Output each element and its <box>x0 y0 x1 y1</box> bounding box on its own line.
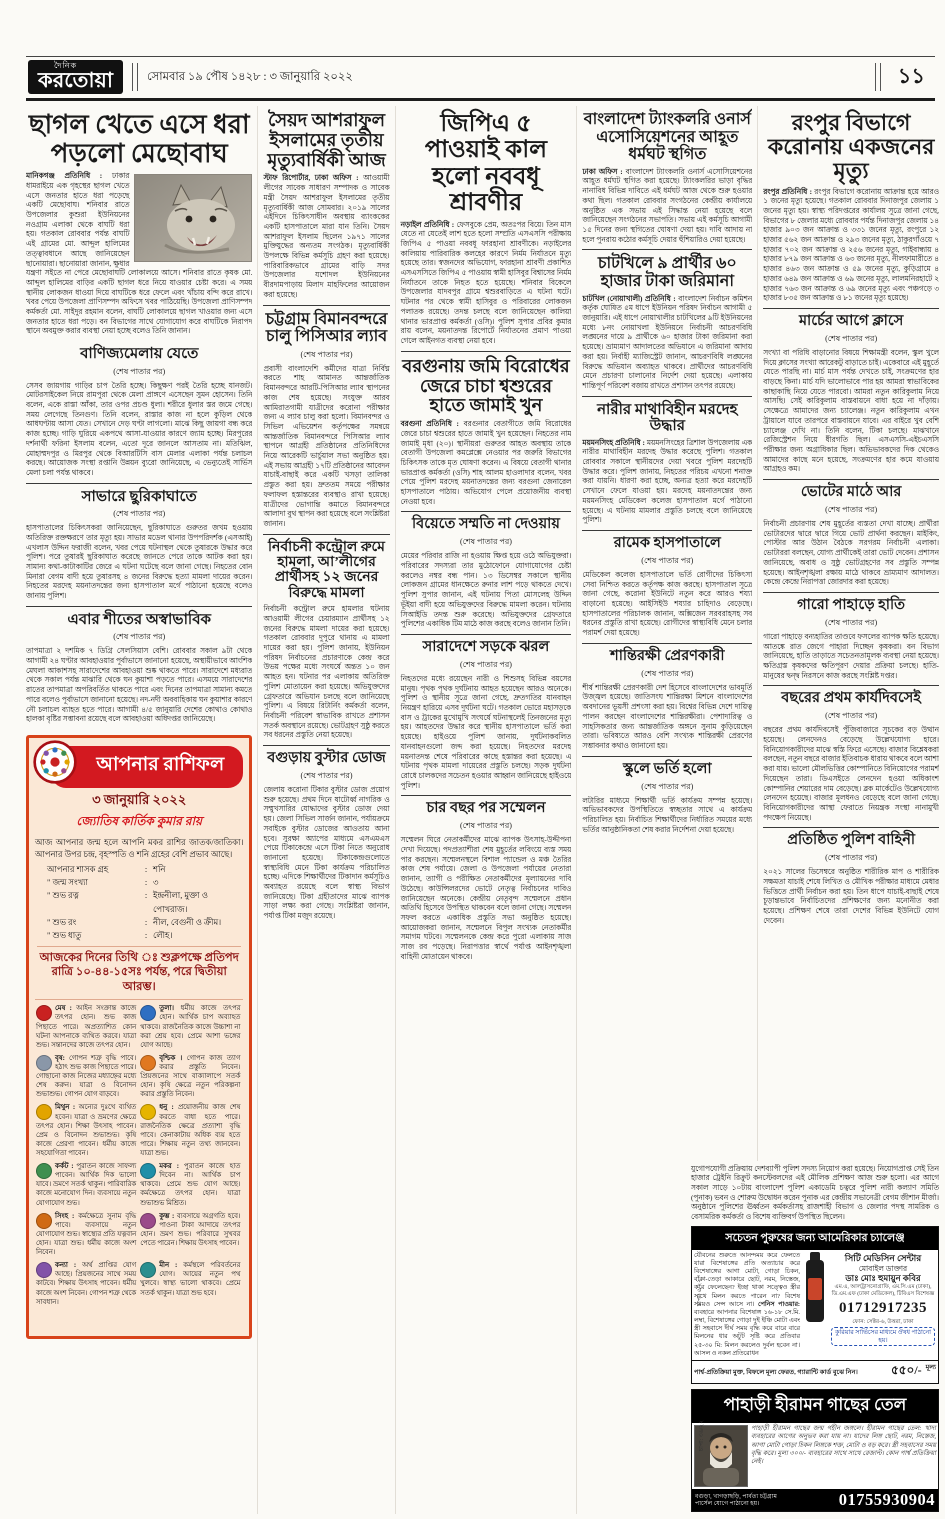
article-text: মেয়ের পরিবার রাজি না হওয়ায় ক্ষিপ্ত হয়ে ওঠে অভিযুক্তরা। পরিবারের সদস্যরা তার মুঠোফোনে যোগাযোগের চেষ্টা করলেও নম্বর বন্ধ পান। ১৩ ডিসেম্বর সকালে স্থানীয় লোকজন গ্রামের ধানক্ষেতে রুনার লাশ পড়ে থাকতে দেখে। পুলিশ সুপার জানান, এই ঘটনায় পিতা মোসলেহ উদ্দিন ভূঁইয়া বাদী হয়ে অভিযুক্তদের বিরুদ্ধে মামলা করেন। ঘটনায় সিআইডি তদন্ত শুরু করেছে। অভিযুক্তদের গ্রেফতারে পুলিশের একাধিক টিম মাঠে কাজ করছে বলেও জানান তিনি। <box>400 551 572 629</box>
clinic-address: ফোন: সেক্টর-৬, উত্তরা, ঢাকা <box>852 1318 914 1325</box>
bottle-label <box>808 1278 822 1300</box>
zodiac-sign-icon <box>140 1213 156 1229</box>
article-body <box>401 835 572 961</box>
article-headline: নির্বাচনী কন্ট্রোল রুমে হামলা, আ’লীগের প্রার্থীসহ ১২ জনের বিরুদ্ধে মামলা <box>268 539 385 601</box>
zodiac-sign-name: মকর : <box>159 1163 179 1171</box>
tithi-line: আজকের দিনের তিথি ঃ শুক্লপক্ষে প্রতিপদ রাত্রি ১০-৪৪-১৫সঃ পর্যন্ত, পরে দ্বিতীয়া আরম্ভ। <box>37 946 241 996</box>
zodiac-sign-text: অর্থ প্রাপ্তির যোগ আছে। প্রিয়জনের সাথে সময় কাটবে। শিক্ষায় উৎসাহ পাবেন। ধর্মীয় কাজে অংশ নিবেন। গোপন শত্রু থেকে সাবধান। <box>36 1262 137 1306</box>
zodiac-sign-name: মীন : <box>159 1262 178 1270</box>
zodiac-sign-name: মেষ : <box>55 1005 72 1013</box>
attribute-label: আপনার শাসক গ্রহ <box>47 865 109 875</box>
zodiac-sign-text: পুরাতন কাজে সাফল্য পাবেন। আর্থিক দিক ভালো যাবে। ভ্রমণে সতর্ক থাকুন। পারিবারিক কাজে মনোযোগ দিন। ব্যবসায়ে নতুন যোগাযোগ শুভ। <box>36 1163 137 1207</box>
zodiac-sign-item <box>139 1160 243 1210</box>
ad-side-code: চাপা: ৫/২২ <box>697 1278 704 1306</box>
continued-from-note: (শেষ পাতার পর) <box>825 853 878 863</box>
zodiac-sign-item <box>139 1002 243 1052</box>
article <box>763 479 939 592</box>
continued-from-note: (শেষ পাতার পর) <box>300 771 353 781</box>
article-text: হাসপাতালের চিকিৎসকরা জানিয়েছেন, ছুরিকাঘাতে গুরুতর জখম হওয়ায় অতিরিক্ত রক্তক্ষরণে তার মৃত্যু হয়। সাভার মডেল থানার উপপরিদর্শক (এসআই) এখলাস উদ্দিন ফরাজী বলেন, খবর পেয়ে ঘটনাস্থল থেকে তুষারকে উদ্ধার করে পুলিশ। পরে তুষারই ছুরিকাঘাত করেছে জানতে পেরে তাকে আটক করা হয়। সামান্য কথা-কাটাকাটির জেরে এ ঘটনা ঘটেছে বলে জানা গেছে। নিহতের বোন মিনারা বেগম বাদী হয়ে তুষারসহ ৪ জনের বিরুদ্ধে হত্যা মামলা দায়ের করেন। নিহতের মরদেহ ময়নাতদন্তের জন্য হাসপাতাল মর্গে পাঠানো হয়েছে বলেও জানায় পুলিশ। <box>26 523 253 601</box>
article <box>763 106 939 308</box>
clinic-subtitle: মোবাইল ডাক্তার <box>858 1264 908 1274</box>
clinic-panel <box>830 1252 936 1358</box>
column-4-articles <box>582 106 752 839</box>
article-byline: নড়াইল প্রতিনিধি : <box>400 219 457 229</box>
article-body <box>26 381 252 478</box>
zodiac-sign-text: ধর্মীয় কাজে তৎপর হোন। আর্থিক চাপ অব্যাহত থাকবে। রাজনৈতিক কাজে উচ্চাশা না করা শ্রেয় হবে। প্রেমে আশা ভঙ্গের যোগ আছে। <box>140 1005 241 1049</box>
article-body <box>26 171 252 336</box>
bottle-body <box>806 1260 824 1322</box>
continued-from-note: (শেষ পাতার পর) <box>300 349 353 359</box>
article-body <box>263 364 389 529</box>
zodiac-signs-grid <box>35 999 243 1308</box>
zodiac-sign-icon <box>36 1163 52 1179</box>
article <box>763 308 939 479</box>
continued-from-note: (শেষ পাতার পর) <box>459 659 512 669</box>
article-body <box>401 674 572 790</box>
price-label: মূল্য <box>925 1364 936 1371</box>
clinic-name: সিটি মেডিসিন সেন্টার <box>844 1252 922 1263</box>
zodiac-sign-text: প্রয়োজনীয় কাজ শেষ করতে বাধা হতে পারে। রাজনৈতিক ক্ষেত্রে প্রত্যাশা বৃদ্ধি পাবে। কেনাকাটায় অধিক ব্যয় হতে পারে। শিক্ষায় নতুন তথ্য জানবেন। যাত্রা শুভ। <box>140 1104 241 1157</box>
article-body <box>26 646 252 724</box>
logo-daily-label: দৈনিক <box>54 61 78 70</box>
continued-from-note: (শেষ পাতার পর) <box>459 821 512 831</box>
article-text: আওয়ামী লীগের সাবেক সাধারণ সম্পাদক ও সাবেক মন্ত্রী সৈয়দ আশরাফুল ইসলামের তৃতীয় মৃত্যুবার্ষিকী আজ সোমবার। ২০১৯ সালের এইদিনে চিকিৎসাধীন অবস্থায় ব্যাংককের একটি হাসপাতালে মারা যান তিনি। সৈয়দ আশরাফুল ইসলাম ছিলেন ১৯৭১ সালের মুক্তিযুদ্ধের অন্যতম সংগঠক। মৃত্যুবার্ষিকী উপলক্ষে বিভিন্ন কর্মসূচি গ্রহণ করা হয়েছে। পারিবারিকভাবে গ্রামের বাড়ি সদর উপজেলার যশোদল ইউনিয়নের বীরদামপাড়ায় মিলাদ মাহফিলের আয়োজন করা হয়েছে। <box>263 173 390 299</box>
article <box>401 795 572 966</box>
price-value: ৫৫০/- <box>890 1363 922 1377</box>
zodiac-sign-name: কন্যা : <box>55 1262 77 1270</box>
article-headline: ভোটের মাঠে আর <box>800 484 902 501</box>
article-text: বাংলাদেশ ট্যাংকলরি ওনার্স এসোসিয়েশনের আহূত ধর্মঘট স্থগিত করা হয়েছে। ট্যাংকলরির ভাড়া বৃদ্ধির নানাবিধ বিভিন্ন দাবিতে এই ধর্মঘট আজ থেকে শুরু হওয়ার কথা ছিল। গতকাল রোববার সংগঠনের কেন্দ্রীয় কার্যালয়ে অনুষ্ঠিত এক সভায় এই সিদ্ধান্ত নেয়া হয়েছে বলে জানিয়েছেন সংগঠনের সভাপতি। সভায় এই কর্মসূচি আগামী ১৫ দিনের জন্য স্থগিতের ঘোষণা দেয়া হয়। দাবি আদায় না হলে পুনরায় কঠোর কর্মসূচি দেয়ার হুঁশিয়ারিও দেয়া হয়েছে। <box>582 166 753 244</box>
continued-from-note: (শেষ পাতার পর) <box>641 781 694 791</box>
article-headline: বছরের প্রথম কার্যদিবসেই <box>781 690 921 707</box>
clinic-phone-number: 01712917235 <box>839 1299 927 1316</box>
article-body <box>763 187 939 303</box>
article-text: ফেসবুকে প্রেম, অতঃপর বিয়ে। তিন মাস যেতে না যেতেই লাশ হতে হলো সম্প্রতি এসএসসি পরীক্ষায় জিপিএ ৫ পাওয়া নববধূ ফারহানা শ্রাবণীকে। নড়াইলের কালিয়ায় পারিবারিক কলহের কারণে নির্মম নির্যাতনে মৃত্যু হয়েছে তার। স্বজনদের অভিযোগ, ফারহানা শ্রাবণী প্রকাশিত এসএসসিতে জিপিএ ৫ পাওয়ায় স্বামী হাসিবুর বিশ্বাসের নির্মম নির্যাতনে তাকে নিহত হতে হয়েছে। শনিবার বিকেলে উপজেলার যাদবপুর গ্রামে শ্বশুরবাড়িতে এ ঘটনা ঘটে। ঘটনার পর থেকে স্বামী হাসিবুর ও পরিবারের লোকজন পলাতক রয়েছে। তদন্ত চলছে বলে জানিয়েছেন কালিয়া থানার ভারপ্রাপ্ত কর্মকর্তা (ওসি)। পুলিশ সুপার প্রবির কুমার রায় বলেন, ময়নাতদন্ত রিপোর্টে নির্যাতনের প্রমাণ পাওয়া গেলে আইনগত ব্যবস্থা নেয়া হবে। <box>400 219 572 345</box>
article-text: বছরের প্রথম কার্যদিবসেই পুঁজিবাজারে সূচকের বড় উত্থান হয়েছে। লেনদেনও বেড়েছে উল্লেখযোগ্য হারে। বিনিয়োগকারীদের মাঝে স্বস্তি ফিরে এসেছে। বাজার বিশ্লেষকরা বলছেন, নতুন বছরে বাজার ইতিবাচক ধারায় থাকবে বলে আশা করা যায়। ভালো মৌলভিত্তির কোম্পানিতে বিনিয়োগের পরামর্শ দিয়েছেন তারা। ডিএসইতে লেনদেন হওয়া অধিকাংশ কোম্পানির শেয়ারের দাম বেড়েছে। ব্লক মার্কেটেও উল্লেখযোগ্য লেনদেন হয়েছে। বাজার মূলধনও বেড়েছে বলে জানা গেছে। বিনিয়োগকারীদের আস্থা ফেরাতে নিয়ন্ত্রক সংস্থা নানামুখী পদক্ষেপ নিয়েছে। <box>763 725 939 822</box>
attribute-row <box>35 889 243 915</box>
article <box>26 606 252 729</box>
zodiac-sign-icon <box>36 1005 52 1021</box>
article-body <box>401 419 572 506</box>
ad-medicine-body <box>694 1252 800 1358</box>
horoscope-intro: আজ আপনার জন্ম হলে আপনি মকর রাশির জাতক/জাতিকা। আপনার উপর চন্দ্র, বৃহস্পতি ও শনি গ্রহের বেশি প্রভাব আছে। <box>35 837 244 859</box>
continued-from-note: (শেষ পাতার পর) <box>825 617 878 627</box>
zodiac-sign-text: কর্মক্ষেত্রে সুনাম বৃদ্ধি পাবে। ব্যবসায়ে নতুন যোগাযোগ শুভ। স্বাস্থ্যের প্রতি যত্নবান হোন। যাত্রা শুভ। ধর্মীয় কাজে অংশ নিবেন। <box>36 1212 137 1257</box>
article <box>263 106 389 305</box>
article <box>582 643 752 756</box>
ad-oil <box>691 1389 939 1512</box>
horoscope-box <box>26 735 252 1339</box>
article-text: তাপমাত্রা ২ দশমিক ৭ ডিগ্রি সেলসিয়াস বেশি। রোববার সকাল ৯টা থেকে আগামী ২৪ ঘণ্টার আবহাওয়ার পূর্বাভাসে জানানো হয়েছে, অস্থায়ীভাবে আংশিক মেঘলা আকাশসহ সারাদেশের আবহাওয়া শুষ্ক থাকতে পারে। সারাদেশে মধ্যরাত থেকে সকাল পর্যন্ত মাঝারি থেকে ঘন কুয়াশা পড়তে পারে। এসময়ে সারাদেশের রাতের তাপমাত্রা অপরিবর্তিত থাকতে পারে এবং দিনের তাপমাত্রা সামান্য কমতে পারে বলেও পূর্বাভাসে জানানো হয়েছে। নদ-নদী অববাহিকায় ঘন কুয়াশার কারণে নৌ চলাচল ব্যাহত হতে পারে। আগামী ৪/৫ জানুয়ারি দেশের কোথাও কোথাও হালকা বৃষ্টির সম্ভাবনা রয়েছে বলে আবহাওয়া অধিদপ্তর জানিয়েছে। <box>26 646 253 724</box>
zodiac-sign-item <box>35 1101 139 1160</box>
zodiac-sign-text: ব্যবসায়ে অগ্রগতি হবে। পাওনা টাকা আদায়ে তৎপর হোন। ভ্রমণ শুভ। পরিবারে সুখবর পেতে পারেন। শিক্ষায় উৎসাহ পাবেন। <box>140 1212 241 1247</box>
article-headline: সৈয়দ আশরাফুল ইসলামের তৃতীয় মৃত্যুবার্ষিকী আজ <box>267 110 386 170</box>
zodiac-sign-icon <box>140 1163 156 1179</box>
zodiac-sign-text: অন্যের দুঃখে ব্যথিত হবেন। যাত্রা ও ভ্রমণের ক্ষেত্রে তৎপর হোন। শিক্ষা উৎসাহ পাবেন। প্রেম ও বিনোদন শুভাশুভ। কৃষি কাজে প্রেরণা পাবেন। ধর্মীয় কাজে সহযোগিতা পাবেন। <box>36 1104 137 1157</box>
article-text: মেডিকেল কলেজ হাসপাতালে ভর্তি রোগীদের চিকিৎসা সেবা নিশ্চিত করতে কর্তৃপক্ষ কাজ করছে। হাসপাতাল সূত্রে জানা গেছে, করোনা ইউনিটে নতুন করে আরও শয্যা বাড়ানো হয়েছে। আইসিইউ শয্যার চাহিদাও বেড়েছে। হাসপাতালের পরিচালক জানান, অক্সিজেন সরবরাহসহ সব ধরনের প্রস্তুতি রাখা হয়েছে। রোগীদের স্বাস্থ্যবিধি মেনে চলার পরামর্শ দেয়া হয়েছে। <box>582 569 753 638</box>
vertical-divider <box>875 63 881 91</box>
article-text: সেসব জায়গায় গাড়ির চাপ তৈরি হচ্ছে। কিছুক্ষণ পরই তৈরি হচ্ছে যানজট। মোটরসাইকেল নিয়ে রামপুরা থেকে মেলা প্রাঙ্গণে এসেছেন সুমন হোসেন। তিনি বলেন, একে রাস্তা আঁকা, তার ওপর প্রচণ্ড ধুলা। শরীরে ধুলার স্তর জমে গেছে। সময় লেগেছে তিনগুণ। তিনি বলেন, রাস্তার কাজ না হলে কুড়িল থেকে আধঘণ্টায় আসা যেত। সেখানে দেড় ঘণ্টা লাগলো। মাঝে কিছু জায়গা বন্ধ করে কাজ হচ্ছে। গাড়ি ঘুরিয়ে একপথে আসা-যাওয়ার কারণে জ্যাম হচ্ছে। মিরপুরের দর্শনার্থী ফরিনা ইসলাম বলেন, এতো দূরে জানলে আসতাম না। মতিঝিল, মোহাম্মদপুর ও মিরপুর থেকে বিআরটিসি বাস মেলার এলাকা পর্যন্ত চলাচল করছে। আয়োজক সংস্থা রপ্তানি উন্নয়ন ব্যুরো জানিয়েছে, এ ভেন্যুতেই সার্ভিস মেলা চলা পর্যন্ত থাকবে। <box>26 380 253 477</box>
article-headline: রংপুর বিভাগে করোনায় একজনের মৃত্যু <box>767 110 935 184</box>
ad-medicine-header: সচেতন পুরুষের জন্য আমেরিকার চ্যালেঞ্জ <box>692 1227 938 1250</box>
article-text: নিহতদের মধ্যে রয়েছেন নারী ও শিশুসহ বিভিন্ন বয়সের মানুষ। পৃথক পৃথক দুর্ঘটনায় আহত হয়েছেন আরও অনেকে। পুলিশ ও স্থানীয় সূত্রে জানা গেছে, দ্রুতগতির যানবাহন নিয়ন্ত্রণ হারিয়ে এসব দুর্ঘটনা ঘটে। গতকাল ভোরে মহাসড়কে বাস ও ট্রাকের মুখোমুখি সংঘর্ষে ঘটনাস্থলেই তিনজনের মৃত্যু হয়। আহতদের উদ্ধার করে স্থানীয় হাসপাতালে ভর্তি করা হয়েছে। হাইওয়ে পুলিশ জানায়, দুর্ঘটনাকবলিত যানবাহনগুলো জব্দ করা হয়েছে। নিহতদের মরদেহ ময়নাতদন্ত শেষে পরিবারের কাছে হস্তান্তর করা হয়েছে। এ ঘটনায় পৃথক মামলা দায়েরের প্রস্তুতি চলছে। সড়ক দুর্ঘটনা রোধে চালকদের সচেতন হওয়ার আহ্বান জানিয়েছে হাইওয়ে পুলিশ। <box>400 673 572 790</box>
article-body <box>582 438 752 525</box>
zodiac-sign-icon <box>140 1104 156 1120</box>
attribute-colon: : <box>144 878 148 888</box>
article-text: জেলায় করোনা টিকার বুস্টার ডোজ প্রয়োগ শুরু হয়েছে। প্রথম দিনে ষাটোর্ধ্ব নাগরিক ও সম্মুখসারির যোদ্ধাদের বুস্টার ডোজ দেয়া হয়। জেলা সিভিল সার্জন জানান, পর্যায়ক্রমে সবাইকে বুস্টার ডোজের আওতায় আনা হবে। সুরক্ষা অ্যাপের মাধ্যমে এসএমএস পেয়ে টিকাকেন্দ্রে এসে টিকা নিতে অনুরোধ জানানো হয়েছে। টিকাকেন্দ্রগুলোতে স্বাস্থ্যবিধি মেনে টিকা কার্যক্রম পরিচালিত হচ্ছে। এদিকে শিক্ষার্থীদের টিকাদান কর্মসূচিও অব্যাহত রয়েছে বলে স্বাস্থ্য বিভাগ জানিয়েছে। টিকা গ্রহীতাদের মাঝে ব্যাপক সাড়া লক্ষ্য করা গেছে। সংশ্লিষ্টরা জানান, পর্যাপ্ত টিকা মজুদ রয়েছে। <box>263 785 390 921</box>
article-headline: রামেক হাসপাতালে <box>613 534 721 551</box>
zodiac-sign-icon <box>140 1262 156 1278</box>
article-headline: জিপিএ ৫ পাওয়াই কাল হলো নববধূ শ্রাবণীর <box>424 111 548 217</box>
zodiac-sign-item <box>35 1160 139 1210</box>
article <box>401 106 572 351</box>
zodiac-sign-icon <box>36 1055 52 1071</box>
zodiac-sign-name: তুলা। <box>159 1005 174 1013</box>
attribute-colon: : <box>144 930 148 940</box>
article-byline: চাটখিল (নোয়াখালী) প্রতিনিধি : <box>582 293 679 303</box>
attribute-row <box>35 916 243 929</box>
ad-medicine-highlight: ব্যবহারে আপনার বিশেষাঙ্গ ১৬-১৮ সে.মি. লম্বা, বিশেষাঙ্গের গোড়া দুই ইঞ্চি মোটা এবং স্ত্রী সহবাসে দীর্ঘ সময় বৃদ্ধি করে বারে বারে মিলনের ধার অটুট সৃষ্টি করে প্রতিবার ২৫-৩০ মি: মিলন করলেও দুর্বল হবেন না। আসল ও নকল প্রতিরোধন <box>694 1308 800 1357</box>
ad-oil-header: পাহাড়ী হীরামন গাছের তেল <box>692 1390 938 1423</box>
continued-from-note: (শেষ পাতার পর) <box>825 711 878 721</box>
courier-note: কুরিয়ার সার্ভিসের মাধ্যমে ঔষধ পাঠানো হয়। <box>831 1327 935 1347</box>
column-3 <box>395 106 572 1514</box>
article-byline: বরগুনা প্রতিনিধি : <box>400 419 464 429</box>
attribute-label: " জন্ম সংখ্যা <box>47 878 88 888</box>
attribute-label: " শুভ রত্ন <box>47 891 79 901</box>
zodiac-wheel-icon <box>33 740 77 784</box>
continued-from-note: (শেষ পাতার পর) <box>641 668 694 678</box>
zodiac-sign-text: আইন সংক্রান্ত কাজে তৎপর হোন। শুভ কাজ পিছাতে পারে। অপ্রত্যাশিত কোন ঘটনা আপনাকে ব্যথিত করবে। যাত্রা শুভ। সন্তানদের কাজে তৎপর হোন। <box>36 1005 137 1049</box>
page-content <box>26 106 939 1514</box>
attribute-value: ইন্দ্রনীলা, মুক্তা ও পোখরাজ। <box>153 891 208 914</box>
doctor-degrees: এম.এ, আলট্রাসনোগ্রাফি, এম.সি.এম (ঢাকা), ডি.এম.এফ (ঢাকা মেডিকেল), টিবিএস বিশেষজ্ঞ <box>831 1284 935 1297</box>
zodiac-sign-item <box>35 1052 139 1102</box>
column-1 <box>26 106 252 1514</box>
zodiac-sign-text: গোপন কাজ ত্যাগ করার প্রস্তুতি নিবেন। প্রিয়জনের সাথে বাক্যালাপে সতর্ক হোন। কৃষি ক্ষেত্রে নতুন পরিকল্পনা করার প্রস্তুতি নিবেন। <box>140 1054 241 1099</box>
article <box>763 827 939 930</box>
attribute-value: শনি <box>153 865 166 875</box>
zodiac-sign-icon <box>36 1213 52 1229</box>
zodiac-sign-item <box>35 1259 139 1309</box>
article-body <box>582 570 752 638</box>
logo-title: করতোয়া <box>38 68 113 92</box>
horoscope-banner <box>51 746 243 788</box>
article <box>401 511 572 634</box>
article-headline: বাংলাদেশ ট্যাংকলরি ওনার্স এসোসিয়েশনের আহূত ধর্মঘট স্থগিত <box>583 111 751 164</box>
article-headline: শান্তিরক্ষী প্রেরণকারী <box>610 647 725 664</box>
article-text: ময়মনসিংহের ত্রিশাল উপজেলায় এক নারীর মাথাবিহীন মরদেহ উদ্ধার করেছে পুলিশ। গতকাল রোববার সকালে স্থানীয়দের দেয়া খবরে পুলিশ মরদেহটি উদ্ধার করে। পুলিশ জানায়, নিহতের পরিচয় এখনো শনাক্ত করা যায়নি। ধারণা করা হচ্ছে, অন্যত্র হত্যা করে মরদেহটি সেখানে ফেলে যাওয়া হয়। মরদেহ ময়নাতদন্তের জন্য ময়মনসিংহ মেডিকেল কলেজ হাসপাতাল মর্গে পাঠানো হয়েছে। এ ঘটনায় মামলার প্রস্তুতি চলছে বলে জানিয়েছে পুলিশ। <box>582 437 753 525</box>
article <box>582 106 752 249</box>
article-headline: সারাদেশে সড়কে ঝরল <box>422 638 550 655</box>
article-text: রংপুর বিভাগে করোনায় আক্রান্ত হয়ে আরও ১ জনের মৃত্যু হয়েছে। গতকাল রোববার দিনাজপুর জেলায় ১ জনের মৃত্যু হয়। স্বাস্থ্য পরিদপ্তরের কার্যালয় সূত্রে জানা গেছে, বিভাগের ৮ জেলার মধ্যে রোববার পর্যন্ত দিনাজপুর জেলায় ১৪ হাজার ৯০৩ জন আক্রান্ত ও ৩৩১ জনের মৃত্যু, রংপুরে ১২ হাজার ৫৬২ জন আক্রান্ত ও ২৯৩ জনের মৃত্যু, ঠাকুরগাঁওয়ে ৭ হাজার ৭০২ জন আক্রান্ত ও ২৫৬ জনের মৃত্যু, গাইবান্ধায় ৪ হাজার ৮৭৯ জন আক্রান্ত ও ৬৩ জনের মৃত্যু, নীলফামারীতে ৪ হাজার ৪৬৩ জন আক্রান্ত ও ৫৯ জনের মৃত্যু, কুড়িগ্রামে ৪ হাজার ৬৪৯ জন আক্রান্ত ও ৬৯ জনের মৃত্যু, লালমনিরহাটে ২ হাজার ৭৬৩ জন আক্রান্ত ও ৬৯ জনের মৃত্যু এবং পঞ্চগড়ে ৩ হাজার ৮৩৫ জন আক্রান্ত ও ৮১ জনের মৃত্যু হয়েছে। <box>763 186 939 303</box>
ad-medicine-footer: পার্শ্ব-প্রতিক্রিয়া মুক্ত, বিফলে মূল্য ফেরত, গ্যারান্টি কার্ড বুঝে নিন। <box>694 1369 858 1376</box>
zodiac-sign-item <box>139 1210 243 1260</box>
zodiac-sign-item <box>139 1259 243 1309</box>
article-body <box>263 604 389 740</box>
article-body <box>582 796 752 835</box>
article-body <box>582 683 752 751</box>
article <box>763 592 939 685</box>
article-headline: প্রতিষ্ঠিত পুলিশ বাহিনী <box>787 832 915 849</box>
article-headline: মার্চের আগে ক্লাসে <box>798 313 904 329</box>
continued-from-note: (শেষ পাতার পর) <box>825 505 878 515</box>
article-body <box>763 348 939 474</box>
article <box>582 396 752 530</box>
police-story-continuation: যুগোপযোগী প্রক্রিয়ায় দেশব্যাপী পুলিশ সদস্য নিয়োগ করা হয়েছে। নিয়োগপ্রাপ্ত সেই তিন হাজার ট্রেইনি রিক্রুট কনস্টেবলদের এই মৌলিক প্রশিক্ষণ আজ শুরু হলো। এর আগে সকাল সাড়ে ১০টায় বাংলাদেশ পুলিশ একাডেমি চত্বরে পুলিশ নারী কল্যাণ সমিতি (পুনাক) ভবন ও শোরুম উদ্বোধন করেন পুনাক এর কেন্দ্রীয় সভানেত্রী বেগম জীশান মীর্জা। অনুষ্ঠানে পুলিশের ঊর্ধ্বতন কর্মকর্তাসহ রাজশাহী বিভাগ ও জেলার পদস্থ সামরিক ও বেসামরিক কর্মকর্তা ও বিশেষ ব্যক্তিবর্গ উপস্থিত ছিলেন। <box>691 1163 939 1222</box>
article-headline: স্কুলে ভর্তি হলো <box>622 760 712 777</box>
attribute-row <box>35 929 243 942</box>
attribute-value: লৌহ। <box>153 930 173 940</box>
article-text: সম্মেলন ঘিরে নেতাকর্মীদের মাঝে ব্যাপক উৎসাহ-উদ্দীপনা দেখা দিয়েছে। পদপ্রত্যাশীরা শেষ মুহূর্তের লবিংয়ে ব্যস্ত সময় পার করছেন। সম্মেলনস্থলে বিশাল প্যান্ডেল ও মঞ্চ তৈরির কাজ শেষ পর্যায়ে। জেলা ও উপজেলা পর্যায়ের নেতারা জানান, ত্যাগী ও পরীক্ষিত নেতাকর্মীদের মূল্যায়নের দাবি উঠেছে। কাউন্সিলরদের ভোটে নেতৃত্ব নির্বাচনের দাবিও জানিয়েছেন অনেকে। কেন্দ্রীয় নেতৃবৃন্দ সম্মেলনে প্রধান অতিথি হিসেবে উপস্থিত থাকবেন বলে জানা গেছে। সম্মেলন সফল করতে একাধিক প্রস্তুতি সভা অনুষ্ঠিত হয়েছে। আয়োজকরা জানান, সম্মেলনে বিপুল সংখ্যক নেতাকর্মীর সমাগম ঘটবে। সম্মেলনকে কেন্দ্র করে পুরো এলাকায় সাজ সাজ রব পড়েছে। নিরাপত্তার স্বার্থে পর্যাপ্ত আইনশৃঙ্খলা বাহিনী মোতায়েন থাকবে। <box>400 835 572 961</box>
attribute-row <box>35 876 243 889</box>
article-headline: সাভারে ছুরিকাঘাতে <box>81 488 197 505</box>
article <box>401 351 572 512</box>
column-1-jump-articles <box>26 341 252 729</box>
zodiac-sign-name: বৃষ: <box>55 1054 65 1062</box>
article-body <box>263 173 389 299</box>
article-text: গারো পাহাড়ে বন্যহাতির তাণ্ডবে ফসলের ব্যাপক ক্ষতি হয়েছে। আতঙ্কে রাত জেগে পাহারা দিচ্ছেন কৃষকরা। বন বিভাগ জানিয়েছে, হাতি তাড়াতে সচেতনতামূলক ব্যবস্থা নেয়া হয়েছে। ক্ষতিগ্রস্ত কৃষকদের ক্ষতিপূরণ দেয়ার প্রক্রিয়া চলছে। হাতি-মানুষের দ্বন্দ্ব নিরসনে কাজ করছে সংশ্লিষ্ট দপ্তর। <box>763 631 939 680</box>
zodiac-sign-item <box>139 1052 243 1102</box>
attribute-label: " শুভ রং <box>47 917 77 927</box>
continued-from-note: (শেষ পাতার পর) <box>113 366 166 376</box>
zodiac-sign-item <box>139 1101 243 1160</box>
article-byline: ঢাকা অফিস : <box>582 166 626 176</box>
article-body <box>763 632 939 681</box>
article-headline: বগুড়ায় বুস্টার ডোজ <box>267 750 386 767</box>
bottle-cap <box>810 1252 820 1260</box>
zodiac-sign-item <box>35 1210 139 1260</box>
masthead-logo <box>28 60 123 94</box>
zodiac-sign-icon <box>36 1104 52 1120</box>
column-2 <box>257 106 389 1514</box>
article <box>582 249 752 395</box>
article-text: লটারির মাধ্যমে শিক্ষার্থী ভর্তি কার্যক্রম সম্পন্ন হয়েছে। অভিভাবকদের উপস্থিতিতে স্বচ্ছতার সাথে এ কার্যক্রম পরিচালিত হয়। নির্বাচিত শিক্ষার্থীদের নির্ধারিত সময়ের মধ্যে ভর্তির আনুষ্ঠানিকতা শেষ করার নির্দেশনা দেয়া হয়েছে। <box>582 795 753 834</box>
article-byline: মানিকগঞ্জ প্রতিনিধি : <box>26 171 112 181</box>
ad-side-code: চাপা: ৩৬/২২ <box>699 1419 706 1452</box>
article-headline: বরগুনায় জমি বিরোধের জেরে চাচা শ্বশুরের হাতে জামাই খুন <box>402 355 570 416</box>
article-headline: বাণিজ্যমেলায় যেতে <box>80 346 199 363</box>
attribute-label: " শুভ ধাতু <box>47 930 82 940</box>
article-body <box>763 519 939 587</box>
article-text: ২০২১ সালের ডিসেম্বরে অনুষ্ঠিত শারীরিক মাপ ও শারীরিক সক্ষমতা যাচাই শেষে লিখিত ও মৌখিক পরীক্ষার মাধ্যমে মেধার ভিত্তিতে প্রার্থী নির্বাচন করা হয়। তিন ধাপে যাচাই-বাছাই শেষে চূড়ান্তভাবে নির্বাচিতদের প্রশিক্ষণের জন্য মনোনীত করা হয়েছে। প্রশিক্ষণ শেষে তারা দেশের বিভিন্ন ইউনিটে যোগ দেবেন। <box>763 867 939 925</box>
article <box>26 341 252 483</box>
ad-medicine-product-label: পেনিস পাওয়ার: <box>758 1300 801 1308</box>
date-line: সোমবার ১৯ পৌষ ১৪২৮ : ৩ জানুয়ারি ২০২২ <box>147 70 353 83</box>
attribute-value: নীল, বেগুনী ও ক্রীম। <box>153 917 222 927</box>
attribute-value: ৩ <box>153 878 159 888</box>
fishing-cat-photo <box>134 174 252 262</box>
ad-oil-footer: বগুড়া, খাগড়াছড়ি, পার্বত্য চট্টগ্রাম পার্সেল যোগে পাঠানো হয়। <box>695 1492 777 1507</box>
article-text: নির্বাচনী কন্ট্রোল রুমে হামলার ঘটনায় আওয়ামী লীগের চেয়ারম্যান প্রার্থীসহ ১২ জনের বিরুদ্ধে মামলা দায়ের করা হয়েছে। গতকাল রোববার দুপুরে থানায় এ মামলা দায়ের করা হয়। পুলিশ জানায়, ইউনিয়ন পরিষদ নির্বাচনের প্রচারণাকে কেন্দ্র করে উভয় পক্ষের মধ্যে সংঘর্ষে অন্তত ১০ জন আহত হন। ঘটনার পর এলাকায় অতিরিক্ত পুলিশ মোতায়েন করা হয়েছে। অভিযুক্তদের গ্রেফতারে অভিযান চলছে বলে জানিয়েছে পুলিশ। এ বিষয়ে রিটার্নিং কর্মকর্তা বলেন, নির্বাচনী পরিবেশ স্বাভাবিক রাখতে প্রশাসন সতর্ক অবস্থানে রয়েছে। ভোটগ্রহণ সুষ্ঠু করতে সব ধরনের প্রস্তুতি নেয়া হয়েছে। <box>263 604 390 740</box>
horoscope-attributes <box>35 863 243 941</box>
article-headline: ছাগল খেতে এসে ধরা পড়লো মেছোবাঘ <box>28 110 250 168</box>
article-text: বাংলাদেশ নির্বাচন কমিশন কর্তৃক ঘোষিত ৫ম ধাপে ইউনিয়ন পরিষদ নির্বাচন আগামী ৫ জানুয়ারি। এই ধাপে নোয়াখালীর চাটখিলের ৯টি ইউনিয়নের মধ্যে ৮নং নোয়াখলা ইউনিয়নে নির্বাচনী আচরণবিধি লঙ্ঘনের দায়ে ৯ প্রার্থীকে ৬০ হাজার টাকা জরিমানা করা হয়েছে। ভ্রাম্যমাণ আদালতের অভিযানে এ জরিমানা আদায় করা হয়। নির্বাহী ম্যাজিস্ট্রেট জানান, আচরণবিধি লঙ্ঘনের বিরুদ্ধে অভিযান অব্যাহত থাকবে। প্রার্থীদের আচরণবিধি মেনে প্রচারণা চালানোর নির্দেশ দেয়া হয়েছে। এলাকায় শান্তিপূর্ণ পরিবেশ বজায় রাখতে প্রশাসন তৎপর রয়েছে। <box>582 293 753 390</box>
zodiac-sign-name: মিথুন : <box>55 1104 76 1112</box>
column-3-articles <box>401 106 572 966</box>
continued-from-note: (শেষ পাতার পর) <box>459 537 512 547</box>
attribute-colon: : <box>144 917 148 927</box>
article-body <box>401 220 572 346</box>
article-headline: গারো পাহাড়ে হাতি <box>797 596 906 613</box>
article-text: ঢাকার ধামরাইয়ে এক গৃহস্থের ছাগল খেতে এসে জনতার হাতে ধরা পড়েছে একটি মেছোবাঘ। শনিবার রাতে উপজেলার কুশুরা ইউনিয়নের নওগ্রাম এলাকা থেকে বাঘটি ধরা হয়। গতকাল রোববার পর্যন্ত বাঘটি এই গ্রামের মো. আব্দুল হালিমের তত্ত্বাবধানে আছে জানিয়েছেন ছানোয়ারা। ছানোয়ারা জানান, ক্ষুধার যন্ত্রণা সইতে না পেরে মেছোবাঘটি লোকালয়ে আসে। শনিবার রাতে কৃষক মো. আব্দুল হালিমের বাড়ির একটি ছাগল ধরে নিয়ে যাওয়ার চেষ্টা করে। এ সময় স্থানীয় লোকজন ধাওয়া দিয়ে বাঘটিকে ধরে ফেলে এবং খাঁচায় বন্দি করে রাখে। খবর পেয়ে উপজেলা প্রাণিসম্পদ অফিসে খবর পাঠিয়েছি। উপজেলা প্রাণিসম্পদ কর্মকর্তা মো. সাইদুর রহমান বলেন, বাঘটি লোকালয়ে ছাগল খাওয়ার জন্য এসে জনতার হাতে ধরা পড়ে। বন বিভাগের সাথে যোগাযোগ করে বাঘটিকে নিরাপদ স্থানে অবমুক্ত করার ব্যবস্থা নেয়া হচ্ছে বলেও তিনি জানান। <box>26 171 253 336</box>
zodiac-sign-name: ধনু : <box>159 1104 174 1112</box>
article-body <box>26 523 252 601</box>
article <box>263 745 389 926</box>
zodiac-sign-text: কর্মস্থলে পরিবর্তনের যোগ। আয়ের নতুন পথ খুলবে। স্বাস্থ্য ভালো থাকবে। প্রেমে সতর্ক থাকুন। যাত্রা শুভ হবে। <box>140 1262 241 1297</box>
article <box>26 483 252 606</box>
article <box>263 305 389 534</box>
horoscope-banner-title: আপনার রাশিফল <box>96 753 225 775</box>
article-headline: নারীর মাথাবিহীন মরদেহ উদ্ধার <box>597 401 738 435</box>
continued-from-note: (শেষ পাতার পর) <box>113 632 166 642</box>
article-body <box>582 294 752 391</box>
zodiac-sign-name: সিংহ : <box>55 1212 75 1220</box>
masthead-bottom-rule <box>26 98 935 101</box>
zodiac-sign-item <box>35 1002 139 1052</box>
masthead <box>26 56 935 101</box>
product-bottle-image <box>803 1252 827 1358</box>
astrologer-name: জ্যোতিষ কার্তিক কুমার রায় <box>76 813 203 828</box>
article-text: নির্বাচনী প্রচারণায় শেষ মুহূর্তের ব্যস্ততা দেখা যাচ্ছে। প্রার্থীরা ভোটারদের দ্বারে দ্বারে গিয়ে ভোট প্রার্থনা করছেন। মাইকিং, পোস্টার আর উঠান বৈঠকে সরগরম নির্বাচনী এলাকা। ভোটাররা বলছেন, যোগ্য প্রার্থীকেই তারা ভোট দেবেন। প্রশাসন জানিয়েছে, অবাধ ও সুষ্ঠু ভোটগ্রহণের সব প্রস্তুতি সম্পন্ন হয়েছে। আইনশৃঙ্খলা রক্ষায় মাঠে থাকবে ভ্রাম্যমাণ আদালত। কেন্দ্রে কেন্দ্রে নিরাপত্তা জোরদার করা হয়েছে। <box>763 519 939 587</box>
article-byline: ময়মনসিংহ প্রতিনিধি : <box>582 437 647 447</box>
zodiac-sign-text: পুরাতন কাজে হাত দিবেন না। আর্থিক চাপ থাকবে। প্রেমে শুভ যোগ আছে। কর্মক্ষেত্রে তৎপর হোন। যাত্রা শুভাশুভ মিশ্রিত। <box>140 1163 241 1207</box>
ad-medicine <box>691 1226 939 1384</box>
article-body <box>582 167 752 245</box>
continued-from-note: (শেষ পাতার পর) <box>825 333 878 343</box>
article-headline: বিয়েতে সম্মতি না দেওয়ায় <box>412 516 560 533</box>
article <box>263 534 389 745</box>
page-number: ১১ <box>897 63 925 88</box>
article-text: বরগুনার বেতাগীতে জমি বিরোধের জেরে চাচা শ্বশুরের হাতে জামাই খুন হয়েছেন। নিহতের নাম জামাই মৃধা (২০)। স্থানীয়রা গুরুতর আহত অবস্থায় তাকে বেতাগী উপজেলা কমপ্লেক্সে নেওয়ার পর জরুরি বিভাগের চিকিৎসক তাকে মৃত ঘোষণা করেন। এ বিষয়ে বেতাগী থানার ভারপ্রাপ্ত কর্মকর্তা (ওসি) শাহ আলম হাওলাদার বলেন, খবর পেয়ে পুলিশ মরদেহ ময়নাতদন্তের জন্য বরগুনা জেনারেল হাসপাতালে পাঠায়। অভিযোগ পেলে প্রয়োজনীয় ব্যবস্থা নেওয়া হবে। <box>400 419 572 506</box>
column-5-articles <box>763 106 939 931</box>
article-headline: চার বছর পর সম্মেলন <box>426 800 546 817</box>
article-byline: রংপুর প্রতিনিধি : <box>763 186 815 196</box>
column-2-articles <box>263 106 389 926</box>
zodiac-sign-text: গোপন শত্রু বৃদ্ধি পাবে। হঠাৎ শুভ কাজ পিছাতে পারে। গোছানো কাজ নিজের মধ্যাহ্নের মধ্যে শেষ করুন। যাত্রা ও বিনোদন শুভাশুভ। গোপন যোগ বাড়বে। <box>36 1054 137 1099</box>
continued-from-note: (শেষ পাতার পর) <box>641 555 694 565</box>
attribute-colon: : <box>144 865 148 875</box>
article-body <box>401 551 572 629</box>
article-fishing-cat <box>26 106 252 341</box>
zodiac-sign-icon <box>36 1262 52 1278</box>
ad-oil-body: পাহাড়ী হীরামন গাছের জন্ম গহীন জঙ্গলে। হীরামন গাছের তেল: খাদ্য ব্যবহারের আগের অনুভব করা যায় না। যাদের লিঙ্গ ছোট, নরম, নিস্তেজ, আগা মোটা গোড়া চিকন লিঙ্গকে শক্ত, মোটা ও বড় করে। স্ত্রী সহবাসের সময় বৃদ্ধি করে। মূল্য ৩০০/- ব্যবহারের সাথে সাথে রেজাল্ট। কোন পার্শ্ব প্রতিক্রিয়া নেই। <box>751 1425 936 1466</box>
ads-block <box>683 1161 939 1514</box>
attribute-row <box>35 863 243 876</box>
article-body <box>763 867 939 925</box>
attribute-colon: : <box>144 891 148 901</box>
zodiac-sign-icon <box>140 1005 156 1021</box>
article <box>763 685 939 827</box>
zodiac-sign-icon <box>140 1055 156 1071</box>
zodiac-sign-name: কুম্ভ : <box>159 1212 175 1220</box>
article-headline: এবার শীতের অস্বাভাবিক <box>67 611 212 628</box>
doctor-name: ডাঃ মোঃ হুমায়ুন কবির <box>845 1273 921 1284</box>
article-body <box>263 785 389 921</box>
article <box>401 634 572 795</box>
zodiac-sign-name: কর্কট : <box>55 1163 74 1171</box>
article-headline: চট্টগ্রাম বিমানবন্দরে চালু পিসিআর ল্যাব <box>265 310 388 346</box>
article-text: প্রবাসী বাংলাদেশি কর্মীদের যাত্রা নির্বিঘ্ন করতে শাহ আমানত আন্তর্জাতিক বিমানবন্দরে আরটি-পিসিআর ল্যাব স্থাপনের কাজ শেষ হয়েছে। সংযুক্ত আরব আমিরাতগামী যাত্রীদের করোনা পরীক্ষার জন্য এ ল্যাব চালু করা হলো। বিমানবন্দর ও সিভিল এভিয়েশন কর্তৃপক্ষের সমন্বয়ে আন্তর্জাতিক বিমানবন্দরে পিসিআর ল্যাব স্থাপনে আগ্রহী প্রতিষ্ঠানের প্রতিনিধিদের নিয়ে আরেকটি ভার্চুয়াল সভা অনুষ্ঠিত হয়। এই সভায় আগ্রহী ১৭টি প্রতিষ্ঠানের আবেদন যাচাই-বাছাই করে একটি খসড়া তালিকা প্রস্তুত করা হয়। দ্রুততম সময়ে পরীক্ষার ফলাফল হস্তান্তরের ব্যবস্থাও রাখা হয়েছে। যাত্রীদের ভোগান্তি কমাতে বিমানবন্দরে আলাদা বুথ স্থাপন করা হয়েছে বলে সংশ্লিষ্টরা জানান। <box>263 363 390 528</box>
article <box>582 756 752 840</box>
zodiac-sign-name: বৃশ্চিক । <box>159 1054 183 1062</box>
article <box>582 530 752 643</box>
ad-medicine-text: যৌবনের শুরুতে আনন্দময় করে ফেলতে যারা বিশেষাঙ্গের প্রতি অত্যাচার করে বিশেষাঙ্গের আগা মোটা, গোড়া চিকন, বাঁকা-তেড়া আকারে ছোট, নরম, নিস্তেজ, করে ফেলেছেন? ইচ্ছা থাকা সত্ত্বেও স্ত্রীর সাথে মিলন করতে পারেন না? বিশেষ সময়ও সেন্স আসে না। <box>694 1251 800 1308</box>
article-byline: স্টাফ রিপোর্টার, ঢাকা অফিস : <box>263 173 364 183</box>
horoscope-date: ৩ জানুয়ারি ২০২২ <box>92 791 187 807</box>
vertical-divider <box>132 63 138 91</box>
article-text: সংখ্যা বা পরিধি বাড়ানোর বিষয়ে শিক্ষামন্ত্রী বলেন, স্কুল খুলে দিয়ে ক্লাসের সংখ্যা আরেকটু বাড়াতে চাই। একেবারে এই মুহূর্তে যেতে পারছি না। মার্চ মাস পর্যন্ত দেখতে চাই, সংক্রমণের হার বাড়ছে কিনা। মার্চ যদি ভালোভাবে পার হয় আমরা স্বাভাবিকের কাছাকাছি নিয়ে যেতে পারবো। আমরা নতুন কারিকুলাম নিয়ে আসছি। সেই কারিকুলাম বাস্তবায়নে বাধা হয়ে না দাঁড়ায়। সেক্ষেত্রে আমাদের জন্য চ্যালেঞ্জ। নতুন কারিকুলাম এখন ট্রায়ালে যাবে তারপরে বাস্তবায়নে যাবে। এর বাইরে খুব বেশি চ্যালেঞ্জ দেখি না। তিনি বলেন, টিকা চলছে। মাঝখানে রেজিস্ট্রেশন নিয়ে ধীরগতি ছিল। এসএসসি-এইচএসসি পরীক্ষার জন্য অগ্রাধিকার ছিল। অভিভাবকদের দিক থেকেও আমাদের কাছে মনে হয়েছে, সংক্রমণের হার কমে যাওয়ায় আগ্রহও কম। <box>763 347 939 474</box>
article-headline: চাটখিলে ৯ প্রার্থীর ৬০ হাজার টাকা জরিমানা <box>597 255 737 290</box>
continued-from-note: (শেষ পাতার পর) <box>113 509 166 519</box>
ad-oil-phone-number: 01755930904 <box>838 1490 935 1509</box>
article-body <box>763 725 939 822</box>
article-text: শীর্ষ শান্তিরক্ষী প্রেরণকারী দেশ হিসেবে বাংলাদেশের ভাবমূর্তি উজ্জ্বল হয়েছে। জাতিসংঘ শান্তিরক্ষা মিশনে বাংলাদেশের অবদানের ভূয়সী প্রশংসা করা হয়। বিশ্বের বিভিন্ন দেশে দায়িত্ব পালন করছেন বাংলাদেশের শান্তিরক্ষীরা। পেশাদারিত্ব ও সাহসিকতার জন্য আন্তর্জাতিক অঙ্গনে সুনাম কুড়িয়েছেন তারা। ভবিষ্যতে আরও বেশি সংখ্যক শান্তিরক্ষী প্রেরণের সম্ভাবনার কথাও জানানো হয়। <box>582 682 753 750</box>
